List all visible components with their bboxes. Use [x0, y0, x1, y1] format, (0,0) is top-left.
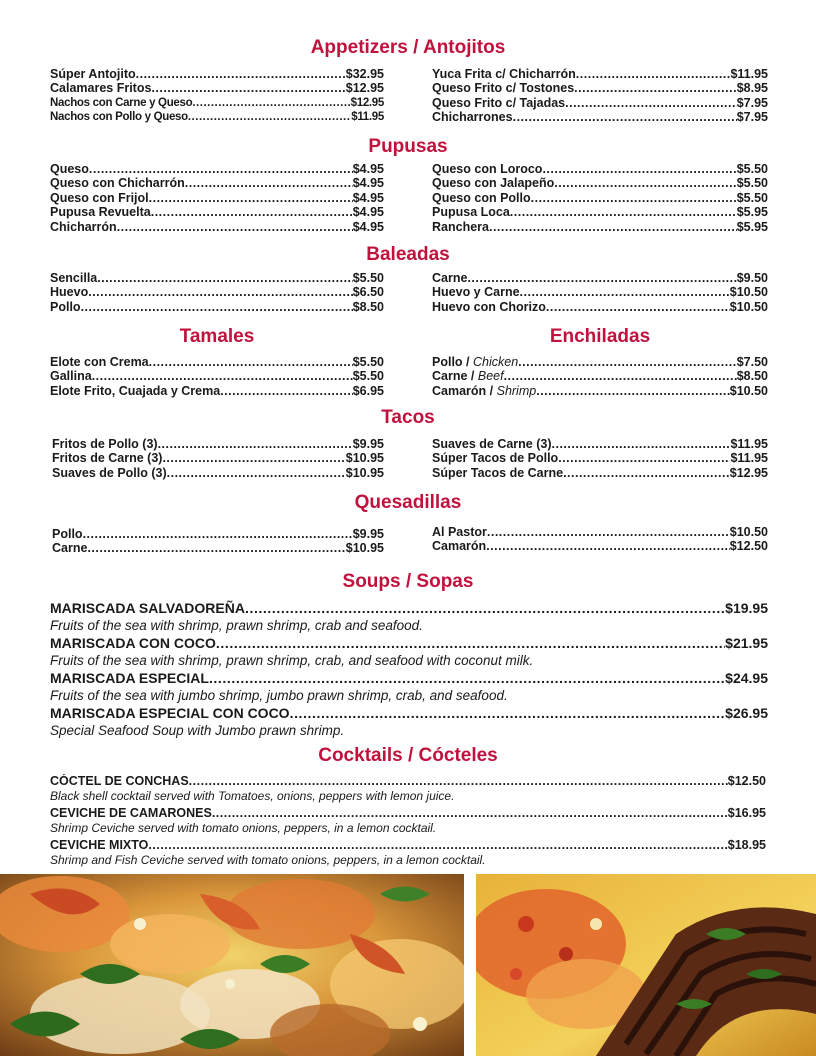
appetizers-right-column [432, 67, 768, 125]
cocktails-list [50, 774, 766, 870]
quesadillas-right-column [432, 525, 768, 554]
section-title-appetizers: Appetizers / Antojitos [310, 37, 506, 58]
menu-item: Queso Frito c/ Tajadas ..... $7.95 [432, 96, 768, 110]
section-title-soups: Soups / Sopas [342, 571, 474, 592]
menu-item: Al Pastor ..... $10.50 [432, 525, 768, 539]
section-title-baleadas: Baleadas [366, 244, 450, 265]
menu-item: Suaves de Carne (3) ..... $11.95 [432, 437, 768, 451]
item-description: Fruits of the sea with shrimp, prawn shrimp, crab and seafood. [50, 618, 423, 633]
section-title-cocktails: Cocktails / Cócteles [318, 745, 498, 766]
menu-item: Queso con Jalapeño ..... $5.50 [432, 176, 768, 190]
menu-item: CEVICHE DE CAMARONES ..... $16.95 [50, 806, 766, 821]
menu-item: Nachos con Pollo y Queso ..... $11.95 [50, 110, 384, 124]
soups-list [50, 600, 768, 740]
menu-item: Yuca Frita c/ Chicharrón ..... $11.95 [432, 67, 768, 81]
grilled-steak-photo [476, 874, 816, 1056]
menu-item: Súper Tacos de Pollo ..... $11.95 [432, 451, 768, 465]
item-description: Black shell cocktail served with Tomatoes, onions, peppers with lemon juice. [50, 789, 455, 803]
menu-item: Pupusa Revuelta ..... $4.95 [50, 205, 384, 219]
appetizers-left-column [50, 67, 384, 125]
menu-item: Pollo ..... $9.95 [52, 527, 384, 541]
menu-item: Suaves de Pollo (3) ..... $10.95 [52, 466, 384, 480]
menu-item: Camarón ..... $12.50 [432, 539, 768, 553]
menu-item: Camarón / Shrimp ..... $10.50 [432, 384, 768, 398]
tamales-column [50, 355, 384, 398]
seafood-dish-photo [0, 874, 464, 1056]
menu-item: Carne ..... $9.50 [432, 271, 768, 285]
menu-item: Carne ..... $10.95 [52, 541, 384, 555]
item-description: Fruits of the sea with shrimp, prawn shrimp, crab, and seafood with coconut milk. [50, 653, 534, 668]
menu-item: Queso con Chicharrón ..... $4.95 [50, 176, 384, 190]
menu-item: Pollo / Chicken ..... $7.50 [432, 355, 768, 369]
baleadas-left-column [50, 271, 384, 314]
steak-photo-art [476, 874, 816, 1056]
menu-item: Queso Frito c/ Tostones ..... $8.95 [432, 81, 768, 95]
tacos-left-column [52, 437, 384, 480]
quesadillas-left-column [52, 527, 384, 556]
menu-item: Carne / Beef ..... $8.50 [432, 369, 768, 383]
section-title-quesadillas: Quesadillas [354, 492, 462, 513]
pupusas-right-column [432, 162, 768, 234]
menu-item: Pollo ..... $8.50 [50, 300, 384, 314]
section-title-tacos: Tacos [381, 407, 435, 428]
menu-item: Súper Antojito ..... $32.95 [50, 67, 384, 81]
menu-item: Elote Frito, Cuajada y Crema ..... $6.95 [50, 384, 384, 398]
menu-item: Chicharrones ..... $7.95 [432, 110, 768, 124]
menu-item: Huevo ..... $6.50 [50, 285, 384, 299]
enchiladas-column [432, 355, 768, 398]
menu-item: MARISCADA ESPECIAL CON COCO ..... $26.95 [50, 705, 768, 722]
menu-item: Huevo con Chorizo ..... $10.50 [432, 300, 768, 314]
menu-item: Súper Tacos de Carne ..... $12.95 [432, 466, 768, 480]
menu-item: Fritos de Pollo (3) ..... $9.95 [52, 437, 384, 451]
menu-item: MARISCADA CON COCO ..... $21.95 [50, 635, 768, 652]
menu-item: Ranchera ..... $5.95 [432, 220, 768, 234]
item-description: Special Seafood Soup with Jumbo prawn shrimp. [50, 723, 345, 738]
menu-item: Sencilla ..... $5.50 [50, 271, 384, 285]
menu-item: Huevo y Carne ..... $10.50 [432, 285, 768, 299]
section-title-tamales: Tamales [179, 326, 255, 347]
menu-item: Elote con Crema ..... $5.50 [50, 355, 384, 369]
item-description: Shrimp Ceviche served with tomato onions, peppers, in a lemon cocktail. [50, 821, 437, 835]
menu-item: Queso con Frijol ..... $4.95 [50, 191, 384, 205]
menu-item: Chicharrón ..... $4.95 [50, 220, 384, 234]
tacos-right-column [432, 437, 768, 480]
menu-item: Queso con Pollo ..... $5.50 [432, 191, 768, 205]
menu-item: Calamares Fritos ..... $12.95 [50, 81, 384, 95]
baleadas-right-column [432, 271, 768, 314]
menu-item: Gallina ..... $5.50 [50, 369, 384, 383]
menu-item: MARISCADA SALVADOREÑA ..... $19.95 [50, 600, 768, 617]
section-title-enchiladas: Enchiladas [549, 326, 651, 347]
menu-item: Pupusa Loca ..... $5.95 [432, 205, 768, 219]
menu-item: CÓCTEL DE CONCHAS ..... $12.50 [50, 774, 766, 789]
seafood-photo-art [0, 874, 464, 1056]
menu-item: Nachos con Carne y Queso ..... $12.95 [50, 96, 384, 110]
menu-item: MARISCADA ESPECIAL ..... $24.95 [50, 670, 768, 687]
item-description: Fruits of the sea with jumbo shrimp, jumbo prawn shrimp, crab, and seafood. [50, 688, 508, 703]
menu-item: Queso con Loroco ..... $5.50 [432, 162, 768, 176]
menu-item: Fritos de Carne (3) ..... $10.95 [52, 451, 384, 465]
menu-item: CEVICHE MIXTO ..... $18.95 [50, 838, 766, 853]
menu-item: Queso ..... $4.95 [50, 162, 384, 176]
item-description: Shrimp and Fish Ceviche served with tomato onions, peppers, in a lemon cocktail. [50, 853, 486, 867]
pupusas-left-column [50, 162, 384, 234]
section-title-pupusas: Pupusas [368, 136, 448, 157]
